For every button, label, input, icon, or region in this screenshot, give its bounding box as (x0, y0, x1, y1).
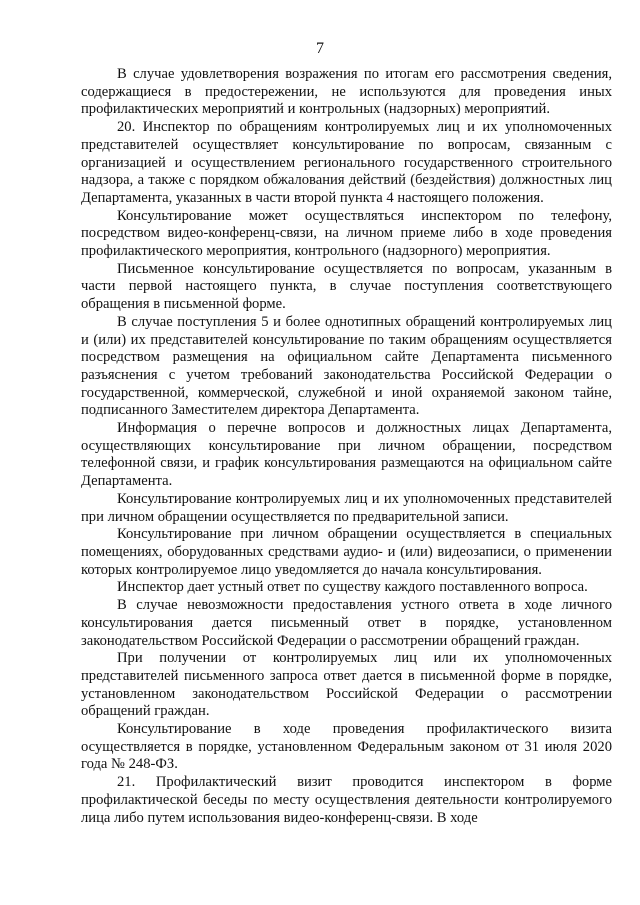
paragraph: Инспектор дает устный ответ по существу каждого поставленного вопроса. (117, 579, 588, 596)
paragraph: Письменное консультирование осуществляется по вопросам, указанным в части первой настоящего пункта, в случае поступления соответствующего обращения в письменной форме. (81, 260, 612, 313)
paragraph: В случае поступления 5 и более однотипных обращений контролируемых лиц и (или) их представителей консультирование по таким обращениям осуществляется посредством размещения на официальном сайте Департамента письменного разъяснения с учетом требований законодательства Российской Федерации о государственной, коммерческой, служебной и иной охраняемой законом тайне, подписанного Заместителем директора Департамента. (81, 313, 612, 419)
paragraph: Информация о перечне вопросов и должностных лицах Департамента, осуществляющих консультирование при личном обращении, посредством телефонной связи, и график консультирования размещаются на официальном сайте Департамента. (81, 420, 612, 490)
paragraph: При получении от контролируемых лиц или их уполномоченных представителей письменного запроса ответ дается в письменной форме в порядке, установленном законодательством Российской Федерации о рассмотрении обращений граждан. (81, 650, 612, 720)
paragraph: Консультирование в ходе проведения профилактического визита осуществляется в порядке, установленном Федеральным законом от 31 июля 2020 года № 248-ФЗ. (81, 721, 612, 773)
page-number: 7 (316, 40, 324, 57)
paragraph: Консультирование при личном обращении осуществляется в специальных помещениях, оборудованных средствами аудио- и (или) видеозаписи, о применении которых контролируемое лицо уведомляется до начала консультирования. (81, 526, 612, 578)
paragraph: В случае невозможности предоставления устного ответа в ходе личного консультирования дается письменный ответ в порядке, установленном законодательством Российской Федерации о рассмотрении обращений граждан. (81, 597, 612, 649)
paragraph: Консультирование может осуществляться инспектором по телефону, посредством видео-конференц-связи, на личном приеме либо в ходе проведения профилактического мероприятия, контрольного (надзорного) мероприятия. (81, 207, 612, 260)
paragraph: 21. Профилактический визит проводится инспектором в форме профилактической беседы по месту осуществления деятельности контролируемого лица либо путем использования видео-конференц-связи. В ходе (81, 774, 612, 826)
paragraph: 20. Инспектор по обращениям контролируемых лиц и их уполномоченных представителей осуществляет консультирование по вопросам, связанным с организацией и осуществлением регионального государственного строительного надзора, а также с порядком обжалования действий (бездействия) должностных лиц Департамента, указанных в части второй пункта 4 настоящего положения. (81, 119, 612, 206)
document-body (81, 66, 612, 827)
paragraph: Консультирование контролируемых лиц и их уполномоченных представителей при личном обращении осуществляется по предварительной записи. (81, 490, 612, 525)
paragraph: В случае удовлетворения возражения по итогам его рассмотрения сведения, содержащиеся в предостережении, не используются для проведения иных профилактических мероприятий и контрольных (надзорных) мероприятий. (81, 66, 612, 118)
